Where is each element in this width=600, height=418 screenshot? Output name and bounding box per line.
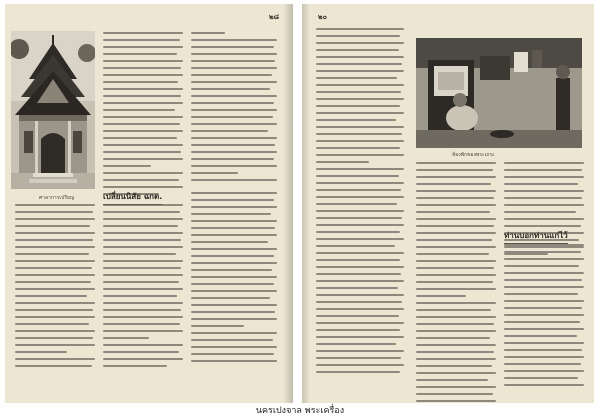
text-line: [191, 234, 277, 236]
text-line: [416, 239, 492, 241]
text-line: [316, 217, 402, 219]
text-line: [191, 60, 275, 62]
text-line: [191, 130, 268, 132]
text-line: [316, 210, 404, 212]
text-line: [103, 88, 183, 90]
text-line: [191, 151, 277, 153]
text-line: [103, 274, 183, 276]
text-line: [504, 286, 584, 288]
text-line: [191, 192, 277, 194]
text-line: [103, 95, 181, 97]
page-number: ๒๘: [268, 12, 279, 21]
text-line: [316, 329, 400, 331]
text-line: [191, 32, 225, 34]
text-line: [316, 238, 404, 240]
text-line: [316, 301, 402, 303]
text-line: [416, 162, 496, 164]
text-line: [316, 147, 400, 149]
text-line: [15, 253, 89, 255]
text-line: [504, 225, 581, 227]
text-line: [416, 260, 496, 262]
text-line: [316, 63, 402, 65]
text-line: [103, 246, 183, 248]
text-line: [103, 302, 183, 304]
text-column: [103, 32, 183, 200]
text-line: [103, 365, 167, 367]
text-line: [504, 384, 584, 386]
text-line: [103, 60, 183, 62]
text-line: [103, 351, 179, 353]
text-line: [316, 56, 404, 58]
text-line: [103, 316, 183, 318]
text-line: [191, 123, 277, 125]
text-line: [103, 53, 177, 55]
text-line: [15, 295, 87, 297]
text-line: [504, 162, 584, 164]
text-line: [15, 358, 95, 360]
text-line: [504, 349, 582, 351]
text-line: [316, 308, 404, 310]
text-line: [103, 204, 183, 206]
text-line: [504, 356, 584, 358]
text-line: [191, 346, 277, 348]
text-line: [103, 109, 175, 111]
text-line: [103, 267, 181, 269]
text-line: [15, 274, 95, 276]
text-line: [416, 372, 496, 374]
section-heading: ท่านบอกท่านแก่ไว้: [504, 229, 568, 244]
text-line: [316, 126, 404, 128]
text-line: [316, 175, 399, 177]
text-line: [416, 190, 496, 192]
text-line: [191, 144, 275, 146]
text-line: [103, 102, 183, 104]
text-line: [15, 302, 95, 304]
text-line: [103, 281, 179, 283]
text-line: [316, 245, 395, 247]
section-heading: เปลี่ยนนิสัย ฉกต.: [103, 190, 162, 205]
text-line: [416, 379, 488, 381]
text-line: [191, 95, 277, 97]
text-line: [316, 273, 401, 275]
text-line: [103, 218, 183, 220]
text-line: [416, 400, 496, 402]
temple-photo: [11, 31, 95, 189]
interior-photo: [416, 38, 582, 148]
text-line: [15, 204, 95, 206]
left-page: [5, 4, 293, 403]
text-line: [191, 199, 274, 201]
text-line: [416, 218, 496, 220]
text-line: [504, 370, 584, 372]
text-line: [103, 344, 183, 346]
text-line: [15, 344, 95, 346]
text-line: [316, 280, 404, 282]
temple-illustration: [11, 31, 95, 189]
text-line: [103, 232, 183, 234]
text-line: [103, 81, 178, 83]
text-line: [504, 251, 581, 253]
text-line: [416, 288, 496, 290]
text-line: [15, 211, 93, 213]
text-line: [316, 98, 404, 100]
text-line: [416, 344, 496, 346]
text-line: [191, 213, 271, 215]
text-line: [416, 302, 496, 304]
text-line: [504, 307, 582, 309]
text-line: [191, 39, 277, 41]
text-line: [416, 337, 490, 339]
text-line: [103, 144, 183, 146]
text-line: [15, 330, 95, 332]
interior-illustration: [416, 38, 582, 148]
text-line: [191, 248, 277, 250]
right-page: [302, 4, 594, 403]
text-column: [316, 28, 404, 378]
text-line: [316, 231, 400, 233]
text-line: [191, 276, 277, 278]
text-line: [191, 255, 274, 257]
text-line: [316, 77, 397, 79]
text-line: [316, 49, 399, 51]
text-line: [103, 309, 181, 311]
text-line: [416, 365, 492, 367]
text-line: [191, 360, 277, 362]
text-line: [103, 358, 183, 360]
text-line: [15, 239, 93, 241]
text-line: [416, 267, 494, 269]
text-line: [191, 116, 273, 118]
text-line: [416, 281, 493, 283]
text-line: [103, 158, 183, 160]
text-line: [191, 165, 277, 167]
text-line: [103, 288, 183, 290]
text-line: [504, 265, 579, 267]
text-line: [416, 169, 493, 171]
text-line: [316, 133, 402, 135]
text-line: [103, 337, 149, 339]
text-line: [416, 232, 496, 234]
text-line: [15, 225, 90, 227]
text-line: [504, 190, 584, 192]
text-line: [504, 342, 584, 344]
page-number: ๒๐: [318, 12, 327, 21]
text-line: [316, 203, 397, 205]
text-line: [316, 315, 399, 317]
text-line: [316, 336, 404, 338]
text-line: [416, 246, 496, 248]
text-column: [416, 162, 496, 403]
text-line: [316, 266, 404, 268]
text-line: [191, 353, 274, 355]
text-line: [316, 224, 404, 226]
text-line: [416, 358, 496, 360]
text-line: [416, 351, 494, 353]
text-line: [191, 53, 277, 55]
text-line: [504, 218, 584, 220]
text-line: [504, 244, 584, 246]
text-line: [15, 288, 95, 290]
text-line: [416, 393, 493, 395]
text-line: [191, 102, 274, 104]
text-line: [103, 172, 183, 174]
text-line: [316, 91, 401, 93]
text-line: [316, 252, 404, 254]
text-column: [103, 204, 183, 372]
text-column: [504, 244, 584, 391]
text-line: [15, 267, 92, 269]
text-line: [191, 137, 277, 139]
text-line: [191, 318, 277, 320]
text-line: [191, 206, 277, 208]
text-line: [191, 109, 277, 111]
text-line: [316, 357, 401, 359]
text-line: [191, 332, 277, 334]
text-column: [15, 204, 95, 372]
text-column: [191, 192, 277, 367]
text-line: [416, 295, 466, 297]
text-line: [15, 316, 95, 318]
text-line: [316, 70, 404, 72]
text-line: [316, 364, 404, 366]
text-line: [316, 371, 400, 373]
text-line: [15, 337, 93, 339]
text-line: [103, 260, 183, 262]
text-line: [191, 81, 277, 83]
text-line: [103, 186, 183, 188]
text-line: [316, 182, 404, 184]
text-line: [504, 169, 582, 171]
text-line: [103, 165, 151, 167]
text-line: [416, 183, 491, 185]
text-line: [504, 300, 584, 302]
text-line: [416, 330, 496, 332]
text-line: [316, 168, 404, 170]
text-line: [504, 293, 578, 295]
text-line: [103, 74, 183, 76]
text-line: [191, 46, 274, 48]
text-line: [316, 161, 369, 163]
text-line: [504, 197, 582, 199]
text-line: [103, 123, 180, 125]
text-line: [316, 350, 404, 352]
text-line: [15, 323, 89, 325]
text-line: [504, 258, 584, 260]
text-line: [316, 189, 401, 191]
text-line: [15, 218, 95, 220]
text-line: [191, 304, 277, 306]
text-line: [103, 225, 178, 227]
watermark-text: นครเปงจาล พระเครื่อง: [255, 406, 345, 416]
text-line: [416, 225, 494, 227]
text-line: [103, 39, 180, 41]
text-line: [103, 211, 180, 213]
gutter-shadow: [302, 4, 310, 403]
text-line: [316, 42, 404, 44]
text-line: [416, 197, 494, 199]
text-line: [103, 239, 181, 241]
text-line: [504, 176, 584, 178]
text-line: [504, 183, 578, 185]
text-line: [504, 204, 584, 206]
text-line: [191, 179, 277, 181]
text-line: [504, 211, 576, 213]
text-line: [103, 67, 181, 69]
text-line: [504, 363, 581, 365]
text-line: [103, 323, 180, 325]
text-line: [191, 290, 277, 292]
text-line: [103, 253, 176, 255]
text-line: [316, 154, 404, 156]
text-line: [316, 343, 396, 345]
text-line: [316, 28, 404, 30]
text-line: [504, 272, 584, 274]
text-line: [15, 365, 92, 367]
text-line: [416, 386, 496, 388]
text-line: [504, 335, 577, 337]
text-line: [191, 67, 277, 69]
text-line: [103, 330, 183, 332]
text-line: [316, 140, 404, 142]
text-line: [191, 311, 275, 313]
text-line: [191, 241, 268, 243]
text-line: [504, 314, 584, 316]
text-line: [316, 84, 404, 86]
text-line: [103, 295, 177, 297]
text-line: [191, 88, 270, 90]
text-line: [15, 281, 91, 283]
text-line: [191, 262, 277, 264]
text-line: [504, 321, 580, 323]
text-line: [416, 316, 496, 318]
text-line: [416, 323, 494, 325]
text-line: [103, 130, 183, 132]
gutter-shadow: [283, 4, 293, 403]
text-line: [103, 179, 179, 181]
text-line: [191, 227, 275, 229]
text-line: [416, 274, 496, 276]
text-line: [103, 151, 181, 153]
text-line: [191, 283, 274, 285]
text-line: [191, 158, 274, 160]
text-line: [103, 116, 183, 118]
text-line: [504, 377, 578, 379]
text-line: [416, 211, 490, 213]
text-line: [316, 322, 404, 324]
photo-caption: ห้องพักของพระเถระ: [452, 152, 495, 158]
text-line: [316, 294, 404, 296]
text-line: [191, 325, 244, 327]
text-line: [504, 328, 584, 330]
text-line: [191, 339, 273, 341]
text-line: [416, 204, 496, 206]
text-column: [191, 32, 277, 186]
text-line: [103, 32, 183, 34]
text-line: [191, 269, 272, 271]
text-line: [316, 196, 404, 198]
text-line: [316, 35, 400, 37]
text-line: [504, 279, 582, 281]
text-line: [316, 119, 396, 121]
text-line: [316, 259, 400, 261]
text-line: [15, 309, 93, 311]
text-line: [416, 309, 491, 311]
text-line: [416, 176, 496, 178]
text-line: [316, 112, 404, 114]
text-line: [103, 137, 177, 139]
text-line: [15, 260, 95, 262]
text-line: [15, 246, 95, 248]
text-line: [316, 287, 398, 289]
text-line: [15, 351, 67, 353]
text-line: [191, 297, 270, 299]
text-line: [103, 46, 183, 48]
text-line: [15, 232, 95, 234]
text-line: [191, 74, 272, 76]
text-line: [191, 220, 277, 222]
text-line: [316, 105, 400, 107]
text-line: [191, 172, 238, 174]
text-line: [416, 253, 489, 255]
photo-caption: ศาลาการเปรียญ: [39, 195, 75, 201]
